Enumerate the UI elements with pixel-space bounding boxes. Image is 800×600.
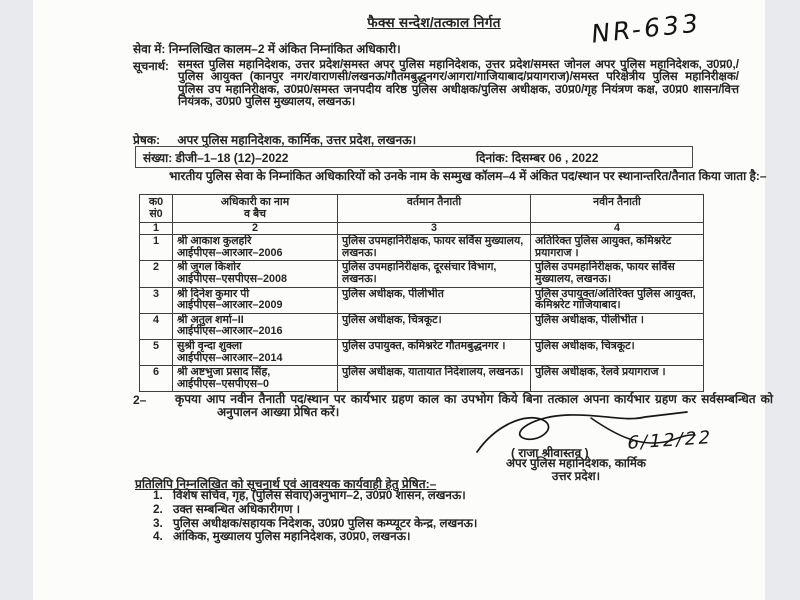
cell-officer-batch: आईपीएस–आरआर–2009 — [177, 299, 283, 312]
table-row — [140, 261, 704, 287]
header-serial-line1: क0 — [148, 196, 164, 208]
cell-officer-name: श्री दिनेश कुमार पी — [177, 287, 250, 300]
cell-new-posting: पुलिस उपमहानिरीक्षक, फायर सर्विस मुख्यालय, लखनऊ। — [535, 261, 675, 285]
cell-current-posting: पुलिस अधीक्षक, चित्रकूट। — [342, 313, 442, 326]
cell-officer-batch: आईपीएस–एसपीएस–2008 — [177, 272, 288, 285]
column-number-row — [140, 223, 704, 235]
copy-item — [153, 517, 753, 530]
cell-serial: 6 — [152, 366, 159, 379]
copy-section-heading: प्रतिलिपि निम्नलिखित को सूचनार्थ एवं आवश्यक कार्यवाही हेतु प्रेषित:– — [135, 477, 437, 491]
signatory-designation-line1: अपर पुलिस महानिदेशक, कार्मिक — [506, 456, 646, 470]
closing-para-number: 2– — [133, 393, 147, 407]
header-current-posting: वर्तमान तैनाती — [338, 195, 531, 223]
table-header-row — [140, 195, 704, 223]
handwritten-date: 6/12/22 — [625, 427, 714, 454]
copy-item-text: विशेष सचिव, गृह, (पुलिस सेवाए)अनुभाग–2, उ0प्र0 शासन, लखनऊ। — [173, 488, 466, 502]
info-label: सूचनार्थ: — [133, 60, 169, 73]
cell-serial: 4 — [152, 313, 159, 326]
ref-number-box — [135, 146, 693, 168]
cell-new-posting: पुलिस अधीक्षक, चित्रकूट। — [535, 339, 635, 352]
cell-serial: 1 — [152, 235, 159, 248]
column-number: 4 — [531, 223, 704, 235]
column-number: 2 — [173, 223, 338, 235]
cell-officer-batch: आईपीएस–आरआर–2016 — [177, 325, 283, 338]
copy-item — [153, 503, 753, 516]
table-row — [140, 235, 704, 261]
table-row — [140, 287, 704, 313]
signatory-designation-line2: उत्तर प्रदेश। — [551, 469, 601, 483]
copy-item-number: 3. — [153, 515, 163, 530]
table-row — [140, 339, 704, 365]
cell-new-posting: पुलिस अधीक्षक, पीलीभीत । — [535, 313, 644, 326]
sender-label: प्रेषक: — [133, 133, 160, 147]
info-block — [133, 59, 739, 108]
cell-officer-batch: आईपीएस–एसपीएस–0 — [177, 377, 270, 390]
closing-para-text: कृपया आप नवीन तैनाती पद/स्थान पर कार्यभार ग्रहण काल का उपभोग किये बिना तत्काल अपना कार्यभार ग्रहण कर सर्वसम्बन्धित को अनुपालन आख्या प्रेषित करें। — [175, 392, 773, 419]
column-number: 1 — [140, 223, 173, 235]
sender-text: अपर पुलिस महानिदेशक, कार्मिक, उत्तर प्रदेश, लखनऊ। — [177, 133, 417, 147]
cell-new-posting: पुलिस अधीक्षक, रेलवे प्रयागराज । — [535, 366, 666, 379]
cell-officer-name: श्री आकाश कुलहरि — [177, 235, 252, 248]
copy-item-number: 2. — [153, 501, 163, 516]
copy-item-number: 4. — [153, 529, 163, 544]
header-serial — [140, 195, 173, 223]
cell-officer-name: श्री जुगल किशोर — [177, 261, 241, 274]
copy-item-text: आंकिक, मुख्यालय पुलिस महानिदेशक, उ0प्र0, लखनऊ। — [173, 529, 411, 544]
header-name-batch — [173, 195, 338, 223]
cell-serial: 3 — [152, 287, 159, 300]
cell-serial: 5 — [152, 339, 159, 352]
cell-officer-batch: आईपीएस–आरआर–2014 — [177, 351, 283, 364]
cell-current-posting: पुलिस उपमहानिरीक्षक, दूरसंचार विभाग, लखनऊ। — [342, 261, 497, 285]
cell-officer-batch: आईपीएस–आरआर–2006 — [177, 246, 283, 259]
addressee-line: सेवा में: निम्नलिखित कालम–2 में अंकित निम्नांकित अधिकारी। — [133, 42, 401, 56]
cell-new-posting: अतिरिक्त पुलिस आयुक्त, कमिश्नरेट प्रयागराज । — [535, 235, 672, 259]
handwritten-ref-number: NR-633 — [590, 8, 702, 49]
header-new-posting: नवीन तैनाती — [531, 195, 704, 223]
column-number: 3 — [338, 223, 531, 235]
copy-item-number: 1. — [153, 488, 163, 502]
signatory-name: ( राजा श्रीवास्तव ) — [511, 446, 589, 460]
info-text: समस्त पुलिस महानिदेशक, उत्तर प्रदेश/समस्त अपर पुलिस महानिदेशक, उत्तर प्रदेश/समस्त जोनल अपर पुलिस महानिदेशक, उ0प्र0,/पुलिस आयुक्त (कानपुर नगर/वाराणसी/लखनऊ/गौतमबुद्धनगर/आगरा/गाजियाबाद/प्रयागराज)/समस्त परिक्षेत्रीय पुलिस महानिरीक्षक/ पुलिस उप महानिरीक्षक, उ0प्र0/समस्त जनपदीय वरिष्ठ पुलिस अधीक्षक/पुलिस अधीक्षक, उ0प्र0/गृह नियंत्रण कक्ष, उ0प्र0 शासन/वित्त नियंत्रक, उ0प्र0 पुलिस मुख्यालय, लखनऊ। — [178, 58, 739, 108]
table-row — [140, 366, 704, 392]
copy-item — [153, 489, 753, 502]
cell-officer-name: सुश्री वृन्दा शुक्ला — [177, 339, 242, 352]
header-name-line2: व बैच — [243, 207, 267, 220]
copy-list — [153, 489, 753, 544]
scanned-document-page — [33, 0, 773, 600]
cell-officer-name: श्री अतुल शर्मा–II — [177, 313, 244, 326]
header-name-line1: अधिकारी का नाम — [220, 196, 290, 208]
signatory-designation — [471, 457, 681, 483]
intro-paragraph: भारतीय पुलिस सेवा के निम्नांकित अधिकारियों को उनके नाम के सम्मुख कॉलम–4 में अंकित पद/स्थान पर स्थानान्तरित/तैनात किया जाता है:– — [169, 169, 767, 183]
cell-serial: 2 — [152, 261, 159, 274]
cell-current-posting: पुलिस अधीक्षक, पीलीभीत — [342, 287, 444, 300]
copy-item — [153, 530, 753, 543]
copy-item-text: पुलिस अधीक्षक/सहायक निदेशक, उ0प्र0 पुलिस कम्प्यूटर केन्द्र, लखनऊ। — [173, 515, 478, 530]
cell-officer-name: श्री अष्टभुजा प्रसाद सिंह, — [177, 366, 271, 379]
header-serial-line2: सं0 — [149, 207, 163, 220]
ref-number: संख्या: डीजी–1–18 (12)–2022 — [143, 151, 289, 165]
cell-current-posting: पुलिस अधीक्षक, यातायात निदेशालय, लखनऊ। — [342, 366, 524, 379]
table-row — [140, 313, 704, 339]
cell-new-posting: पुलिस उपायुक्त/अतिरिक्त पुलिस आयुक्त, कमिश्नरेट गाजियाबाद। — [535, 287, 696, 312]
officer-transfer-table — [139, 194, 704, 392]
cell-current-posting: पुलिस उपायुक्त, कमिश्नरेट गौतमबुद्धनगर । — [342, 339, 506, 352]
copy-item-text: उक्त सम्बन्धित अधिकारीगण । — [173, 501, 301, 516]
ref-date: दिनांक: दिसम्बर 06 , 2022 — [476, 151, 599, 165]
officer-table-body — [140, 235, 704, 392]
fax-header-title-text: फैक्स सन्देश/तत्काल निर्गत — [367, 15, 501, 30]
cell-current-posting: पुलिस उपमहानिरीक्षक, फायर सर्विस मुख्यालय, लखनऊ। — [342, 235, 524, 259]
